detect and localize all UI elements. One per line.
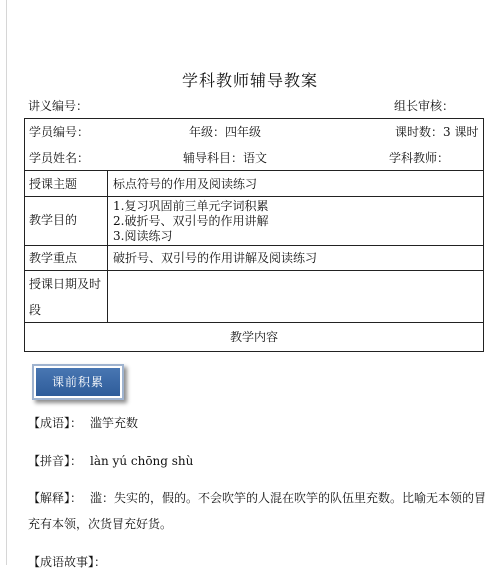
pinyin-value: làn yú chōng shù	[90, 454, 194, 468]
date-label-continued: 段	[29, 303, 42, 317]
explain-value: 滥：失实的，假的。不会吹竽的人混在吹竽的队伍里充数。比喻无本领的冒	[90, 491, 487, 505]
content-header: 教学内容	[229, 330, 278, 344]
explain-continuation: 充有本领，次货冒充好货。	[28, 517, 173, 531]
table-column-divider	[107, 170, 108, 322]
goal-item: 1.复习巩固前三单元字词积累	[113, 199, 269, 213]
table-rule	[25, 322, 483, 323]
table-rule	[25, 170, 483, 171]
goal-item: 2.破折号、双引号的作用讲解	[113, 214, 269, 228]
subject-label: 辅导科目：语文	[183, 151, 268, 165]
lecture-number-label: 讲义编号：	[28, 99, 89, 113]
idiom-line	[28, 416, 138, 430]
story-label: 【成语故事】：	[28, 555, 107, 569]
focus-label: 教学重点	[29, 251, 78, 265]
explain-label: 【解释】：	[28, 491, 83, 505]
teacher-label: 学科教师：	[389, 151, 450, 165]
focus-value: 破折号、双引号的作用讲解及阅读练习	[113, 251, 318, 265]
class-hours-label: 课时数：3 课时	[395, 125, 479, 139]
pinyin-label: 【拼音】：	[28, 454, 83, 468]
student-number-label: 学员编号：	[29, 125, 90, 139]
table-rule	[25, 196, 483, 197]
student-name-label: 学员姓名：	[29, 151, 90, 165]
reviewer-label: 组长审核：	[394, 99, 455, 113]
topic-label: 授课主题	[29, 177, 78, 191]
idiom-label: 【成语】：	[28, 416, 83, 430]
goals-label: 教学目的	[29, 213, 78, 227]
table-rule	[25, 270, 483, 271]
grade-label: 年级：四年级	[189, 125, 262, 139]
idiom-value: 滥竽充数	[90, 416, 139, 430]
explain-line	[28, 491, 486, 505]
table-rule	[25, 245, 483, 246]
section-button-pre-class[interactable]: 课前积累	[32, 364, 124, 400]
goal-item: 3.阅读练习	[113, 229, 173, 243]
lesson-info-table	[24, 118, 484, 352]
pinyin-line	[28, 454, 193, 468]
date-label: 授课日期及时	[29, 277, 102, 291]
topic-value: 标点符号的作用及阅读练习	[113, 177, 258, 191]
document-title: 学科教师辅导教案	[181, 71, 318, 90]
